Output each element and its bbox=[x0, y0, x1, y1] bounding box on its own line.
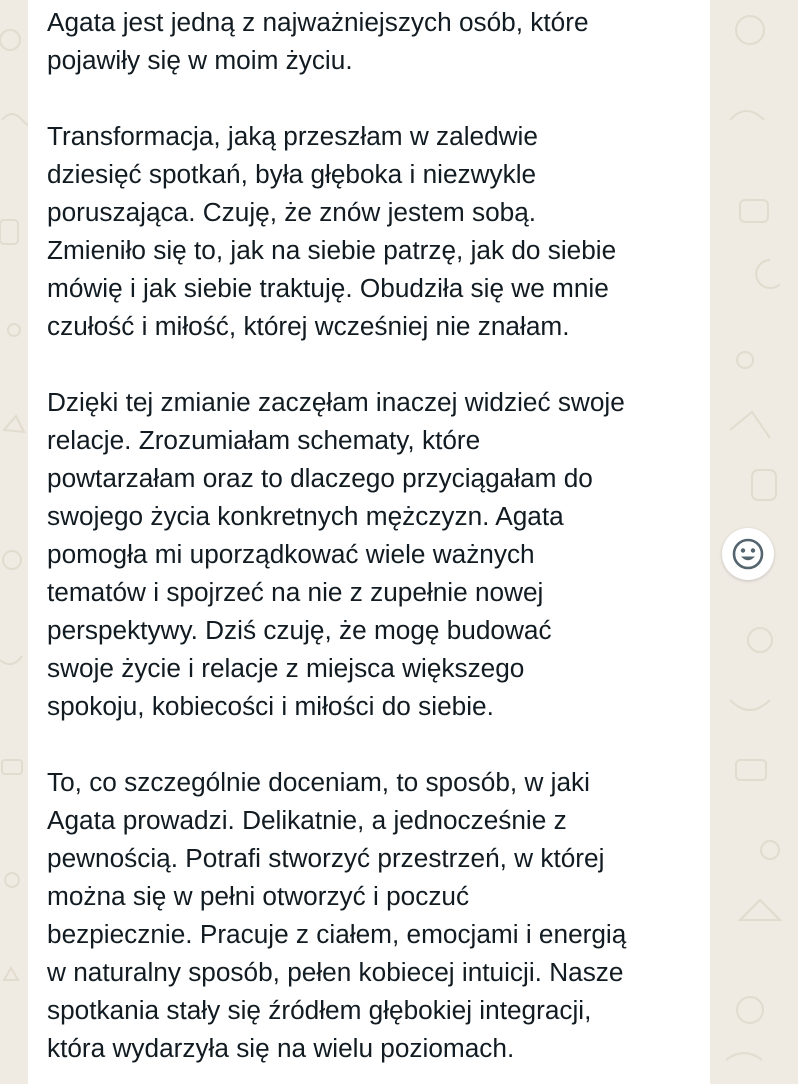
react-emoji-button[interactable] bbox=[722, 528, 774, 580]
message-paragraph-2: Transformacja, jaką przeszłam w zaledwie dziesięć spotkań, była głęboka i niezwykle poruszająca. Czuję, że znów jestem sobą. Zmieniło się to, jak na siebie patrzę, jak do siebie mówię i jak siebie traktuję. Obudziła się we mnie czułość i miłość, której wcześniej nie znałam. bbox=[47, 121, 617, 341]
smiley-icon bbox=[731, 537, 765, 571]
message-paragraph-4: To, co szczególnie doceniam, to sposób, w jaki Agata prowadzi. Delikatnie, a jednocześnie z pewnością. Potrafi stworzyć przestrzeń, w której można się w pełni otworzyć i poczuć bezpiecznie. Pracuje z ciałem, emocjami i energią w naturalny sposób, pełen kobiecej intuicji. Nasze spotkania stały się źródłem głębokiej integracji, która wydarzyła się na wielu poziomach. bbox=[47, 767, 627, 1063]
message-paragraph-1: Agata jest jedną z najważniejszych osób, które pojawiły się w moim życiu. bbox=[47, 7, 589, 75]
message-paragraph-3: Dzięki tej zmianie zaczęłam inaczej widzieć swoje relacje. Zrozumiałam schematy, które powtarzałam oraz to dlaczego przyciągałam do swojego życia konkretnych mężczyzn. Agata pomogła mi uporządkować wiele ważnych tematów i spojrzeć na nie z zupełnie nowej perspektywy. Dziś czuję, że mogę budować swoje życie i relacje z miejsca większego spokoju, kobiecości i miłości do siebie. bbox=[47, 387, 625, 721]
message-text bbox=[47, 0, 707, 1067]
message-bubble bbox=[28, 0, 710, 1084]
